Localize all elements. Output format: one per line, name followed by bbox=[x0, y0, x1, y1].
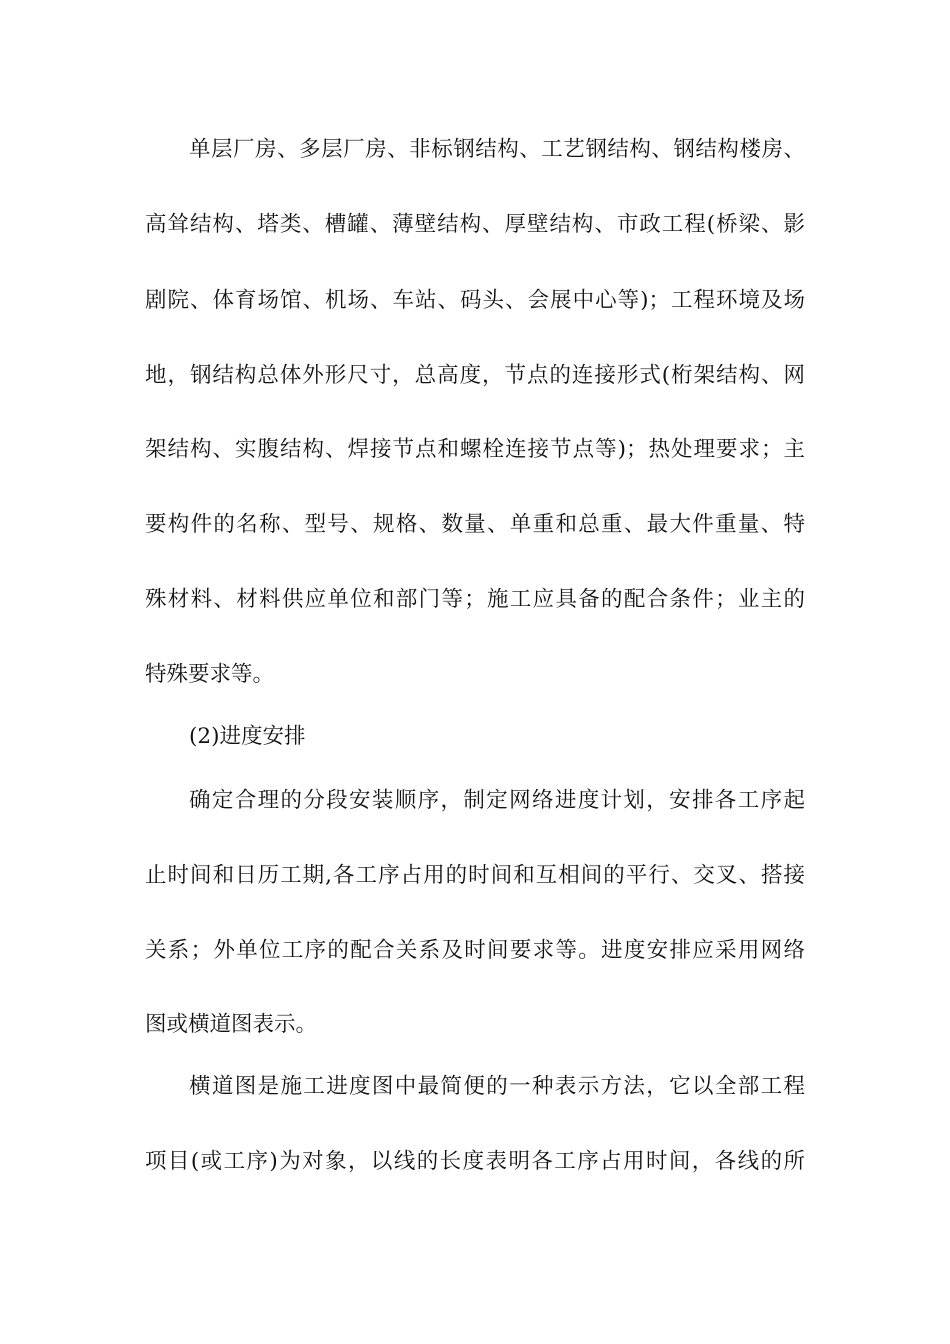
text-line: 确定合理的分段安装顺序，制定网络进度计划，安排各工序起 bbox=[189, 788, 805, 813]
text-line: 关系；外单位工序的配合关系及时间要求等。进度安排应采用网络 bbox=[145, 938, 805, 963]
text-line: 剧院、体育场馆、机场、车站、码头、会展中心等)；工程环境及场 bbox=[145, 288, 805, 313]
text-line: 图或横道图表示。 bbox=[145, 1012, 318, 1037]
section-heading: (2)进度安排 bbox=[189, 724, 306, 749]
text-line: 单层厂房、多层厂房、非标钢结构、工艺钢结构、钢结构楼房、 bbox=[189, 137, 805, 162]
text-line: 横道图是施工进度图中最简便的一种表示方法，它以全部工程 bbox=[189, 1074, 805, 1099]
text-line: 特殊要求等。 bbox=[145, 662, 275, 687]
text-line: 地，钢结构总体外形尺寸，总高度，节点的连接形式(桁架结构、网 bbox=[145, 363, 805, 388]
text-line: 殊材料、材料供应单位和部门等；施工应具备的配合条件；业主的 bbox=[145, 587, 805, 612]
text-line: 要构件的名称、型号、规格、数量、单重和总重、最大件重量、特 bbox=[145, 512, 805, 537]
text-line: 架结构、实腹结构、焊接节点和螺栓连接节点等)；热处理要求；主 bbox=[145, 437, 805, 462]
text-line: 项目(或工序)为对象，以线的长度表明各工序占用时间，各线的所 bbox=[145, 1149, 805, 1174]
text-line: 高耸结构、塔类、槽罐、薄壁结构、厚壁结构、市政工程(桥梁、影 bbox=[145, 212, 805, 237]
text-line: 止时间和日历工期,各工序占用的时间和互相间的平行、交叉、搭接 bbox=[145, 863, 805, 888]
